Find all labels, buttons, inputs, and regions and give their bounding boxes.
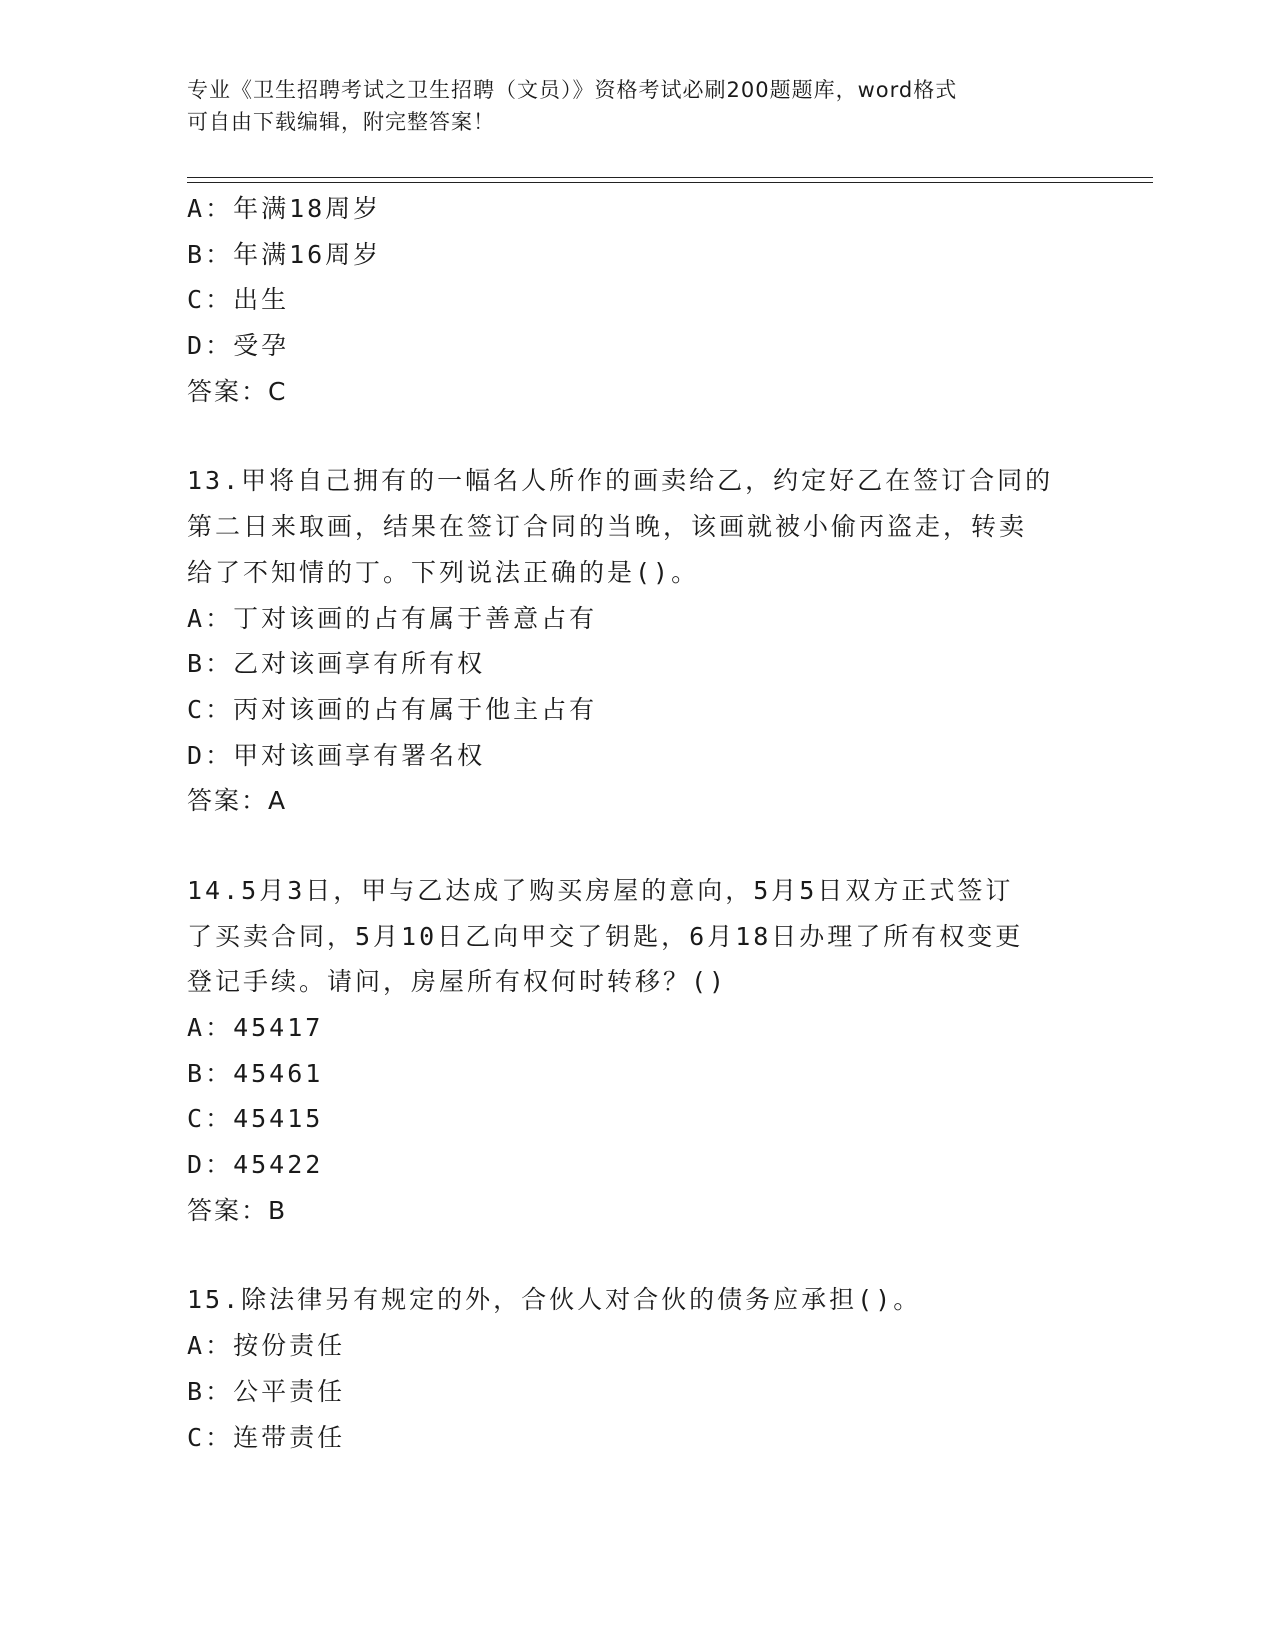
option-b: B：乙对该画享有所有权 [187, 649, 486, 679]
option-a: A：按份责任 [187, 1331, 346, 1361]
question-text-line: 15.除法律另有规定的外，合伙人对合伙的债务应承担()。 [187, 1285, 922, 1315]
answer-line: 答案：C [187, 376, 288, 406]
option-a: A：45417 [187, 1013, 324, 1042]
option-d: D：45422 [187, 1150, 324, 1180]
option-a: A：丁对该画的占有属于善意占有 [187, 603, 598, 633]
question-14 [187, 868, 1127, 1234]
header-rule-bottom [187, 182, 1153, 183]
header-line-1: 专业《卫生招聘考试之卫生招聘（文员）》资格考试必刷200题题库，word格式 [187, 78, 958, 102]
option-c: C：出生 [187, 285, 290, 315]
option-c: C：连带责任 [187, 1422, 346, 1452]
header-rule-top [187, 177, 1153, 178]
document-header [187, 74, 1087, 138]
question-text-line: 给了不知情的丁。下列说法正确的是()。 [187, 557, 700, 587]
option-c: C：丙对该画的占有属于他主占有 [187, 694, 598, 724]
question-13 [187, 458, 1127, 824]
question-12-tail [187, 186, 1127, 414]
option-b: B：公平责任 [187, 1376, 346, 1406]
question-text-line: 14.5月3日，甲与乙达成了购买房屋的意向，5月5日双方正式签订 [187, 875, 1014, 905]
question-content [187, 186, 1127, 1460]
option-d: D：受孕 [187, 331, 290, 361]
option-a: A：年满18周岁 [187, 194, 382, 223]
option-d: D：甲对该画享有署名权 [187, 740, 486, 770]
question-text-line: 登记手续。请问，房屋所有权何时转移？() [187, 967, 728, 997]
question-text-line: 13.甲将自己拥有的一幅名人所作的画卖给乙，约定好乙在签订合同的 [187, 466, 1054, 496]
answer-line: 答案：B [187, 1195, 288, 1225]
option-b: B：45461 [187, 1058, 324, 1088]
answer-line: 答案：A [187, 786, 288, 816]
header-line-2: 可自由下载编辑，附完整答案！ [187, 110, 495, 134]
question-text-line: 第二日来取画，结果在签订合同的当晚，该画就被小偷丙盗走，转卖 [187, 512, 1028, 542]
option-b: B：年满16周岁 [187, 239, 382, 269]
question-15 [187, 1277, 1127, 1460]
option-c: C：45415 [187, 1104, 324, 1134]
question-text-line: 了买卖合同，5月10日乙向甲交了钥匙，6月18日办理了所有权变更 [187, 921, 1024, 951]
